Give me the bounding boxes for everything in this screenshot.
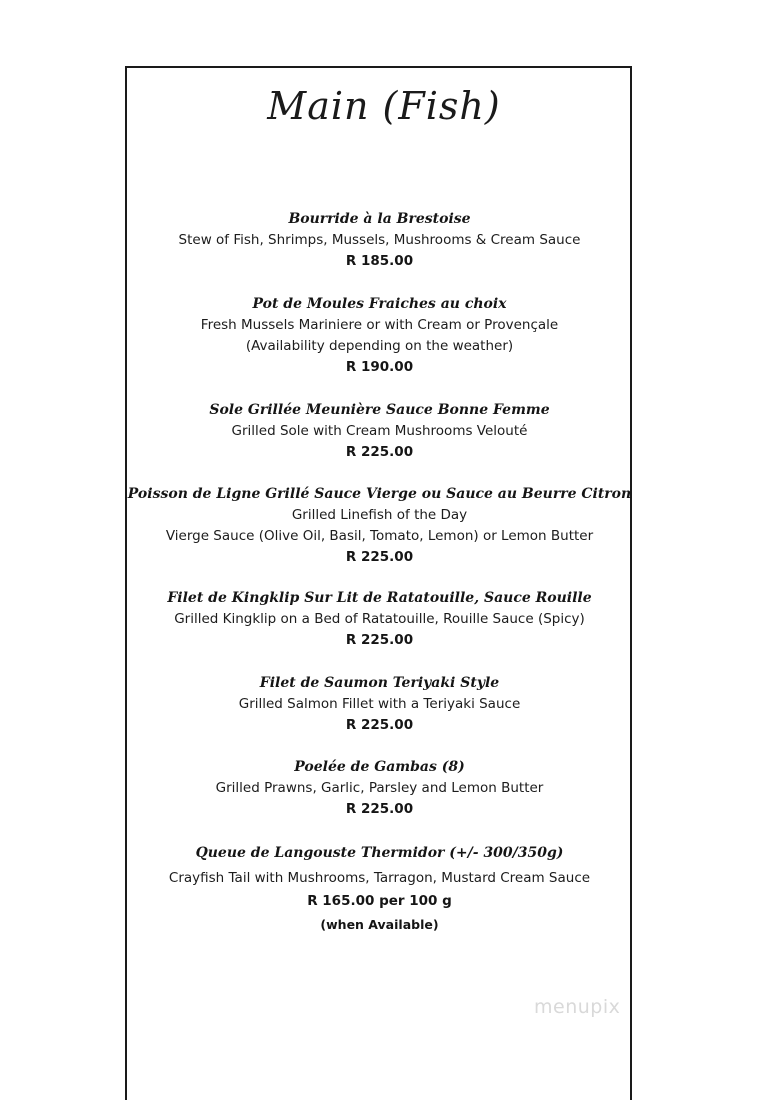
dish-price: R 225.00: [345, 717, 414, 733]
dish-name: Queue de Langouste Thermidor (+/- 300/350g): [195, 845, 564, 861]
menu-item: [127, 400, 632, 463]
dish-price: R 225.00: [345, 632, 414, 648]
dish-description: Fresh Mussels Mariniere or with Cream or Provençale: [200, 317, 559, 333]
watermark-logo: menupix: [534, 996, 621, 1018]
dish-name: Filet de Kingklip Sur Lit de Ratatouille, Sauce Rouille: [167, 590, 592, 606]
dish-description: (Availability depending on the weather): [245, 338, 514, 354]
dish-description: Grilled Salmon Fillet with a Teriyaki Sauce: [238, 696, 521, 712]
dish-price: R 190.00: [345, 359, 414, 375]
menu-item: [127, 588, 632, 651]
dish-price: R 165.00 per 100 g: [307, 893, 452, 909]
dish-price: R 185.00: [345, 253, 414, 269]
menu-item: [127, 294, 632, 378]
menu-item: [127, 757, 632, 820]
dish-description: Grilled Linefish of the Day: [291, 507, 468, 523]
menu-item: [127, 843, 632, 935]
dish-price: R 225.00: [345, 549, 414, 565]
dish-name: Poisson de Ligne Grillé Sauce Vierge ou Sauce au Beurre Citron: [127, 486, 632, 502]
dish-description: Crayfish Tail with Mushrooms, Tarragon, Mustard Cream Sauce: [168, 870, 591, 886]
dish-description: Stew of Fish, Shrimps, Mussels, Mushrooms & Cream Sauce: [178, 232, 581, 248]
availability-note: (when Available): [320, 917, 439, 932]
dish-name: Sole Grillée Meunière Sauce Bonne Femme: [209, 402, 550, 418]
dish-description: Grilled Sole with Cream Mushrooms Velouté: [231, 423, 528, 439]
menu-item: [127, 673, 632, 736]
dish-price: R 225.00: [345, 444, 414, 460]
dish-name: Bourride à la Brestoise: [288, 211, 471, 227]
page-title: Main (Fish): [267, 84, 501, 128]
dish-description: Vierge Sauce (Olive Oil, Basil, Tomato, Lemon) or Lemon Butter: [165, 528, 594, 544]
dish-name: Filet de Saumon Teriyaki Style: [259, 675, 500, 691]
menu-item: [127, 484, 632, 568]
dish-name: Poelée de Gambas (8): [294, 759, 465, 775]
dish-name: Pot de Moules Fraiches au choix: [252, 296, 507, 312]
dish-price: R 225.00: [345, 801, 414, 817]
dish-description: Grilled Prawns, Garlic, Parsley and Lemon Butter: [215, 780, 544, 796]
dish-description: Grilled Kingklip on a Bed of Ratatouille, Rouille Sauce (Spicy): [174, 611, 585, 627]
menu-item: [127, 209, 632, 272]
